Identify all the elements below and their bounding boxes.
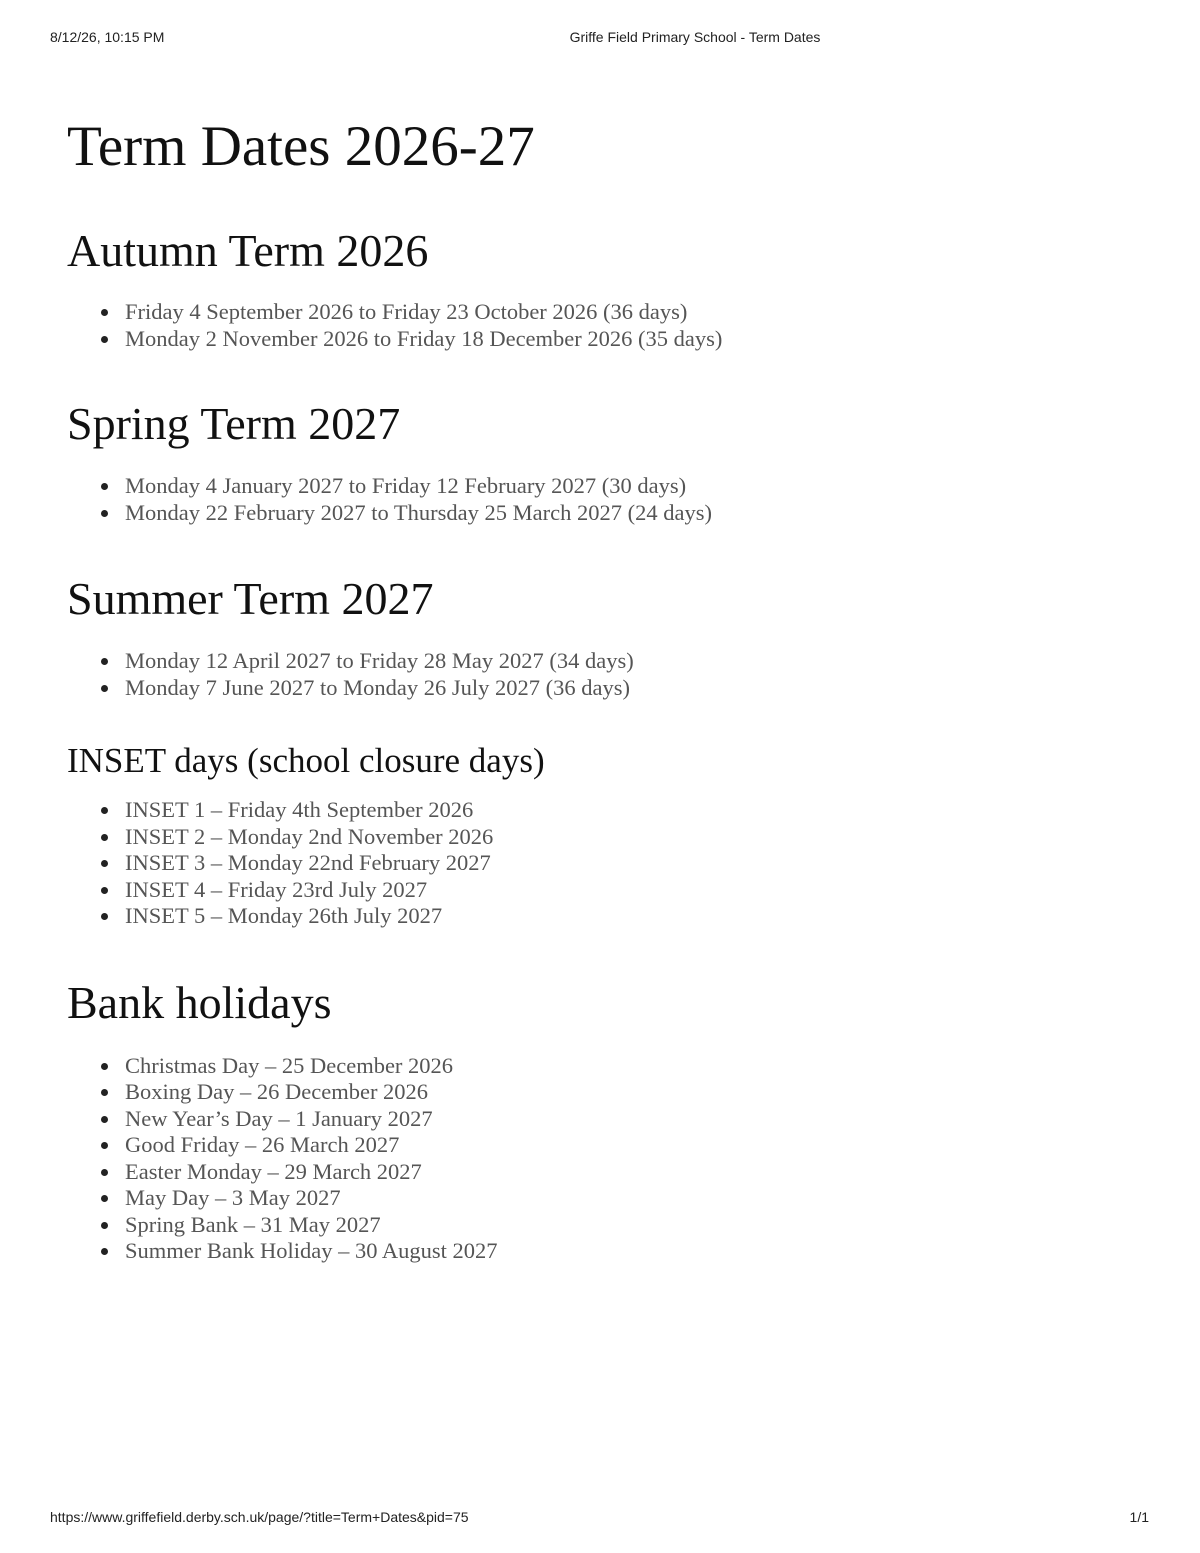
page-content xyxy=(67,108,1147,1265)
page-title: Term Dates 2026-27 xyxy=(67,115,535,178)
print-footer xyxy=(0,1509,1200,1529)
list-item: INSET 5 – Monday 26th July 2027 xyxy=(125,903,1147,930)
summer-term-heading: Summer Term 2027 xyxy=(67,573,434,624)
bank-holidays-heading: Bank holidays xyxy=(67,976,332,1028)
list-item: May Day – 3 May 2027 xyxy=(125,1185,1147,1212)
bank-holidays-list xyxy=(67,1053,1147,1265)
list-item: Friday 4 September 2026 to Friday 23 October 2026 (36 days) xyxy=(125,299,1147,326)
print-url: https://www.griffefield.derby.sch.uk/page/?title=Term+Dates&pid=75 xyxy=(50,1509,469,1525)
spring-term-list xyxy=(67,473,1147,526)
list-item: Monday 2 November 2026 to Friday 18 December 2026 (35 days) xyxy=(125,326,1147,353)
list-item: INSET 3 – Monday 22nd February 2027 xyxy=(125,850,1147,877)
inset-days-list xyxy=(67,797,1147,930)
list-item: Monday 4 January 2027 to Friday 12 February 2027 (30 days) xyxy=(125,473,1147,500)
list-item: Easter Monday – 29 March 2027 xyxy=(125,1159,1147,1186)
list-item: INSET 2 – Monday 2nd November 2026 xyxy=(125,824,1147,851)
list-item: New Year’s Day – 1 January 2027 xyxy=(125,1106,1147,1133)
summer-term-list xyxy=(67,648,1147,701)
list-item: Summer Bank Holiday – 30 August 2027 xyxy=(125,1238,1147,1265)
print-page-number: 1/1 xyxy=(1129,1509,1149,1525)
print-datetime: 8/12/26, 10:15 PM xyxy=(50,29,165,45)
list-item: Good Friday – 26 March 2027 xyxy=(125,1132,1147,1159)
list-item: INSET 1 – Friday 4th September 2026 xyxy=(125,797,1147,824)
spring-term-heading: Spring Term 2027 xyxy=(67,398,401,449)
list-item: Monday 22 February 2027 to Thursday 25 March 2027 (24 days) xyxy=(125,500,1147,527)
print-header xyxy=(0,29,1200,49)
list-item: Monday 7 June 2027 to Monday 26 July 2027 (36 days) xyxy=(125,675,1147,702)
list-item: INSET 4 – Friday 23rd July 2027 xyxy=(125,877,1147,904)
print-page-title: Griffe Field Primary School - Term Dates xyxy=(569,29,821,45)
list-item: Monday 12 April 2027 to Friday 28 May 2027 (34 days) xyxy=(125,648,1147,675)
autumn-term-heading: Autumn Term 2026 xyxy=(67,225,429,276)
list-item: Christmas Day – 25 December 2026 xyxy=(125,1053,1147,1080)
autumn-term-list xyxy=(67,299,1147,352)
list-item: Spring Bank – 31 May 2027 xyxy=(125,1212,1147,1239)
inset-days-heading: INSET days (school closure days) xyxy=(67,741,545,780)
list-item: Boxing Day – 26 December 2026 xyxy=(125,1079,1147,1106)
